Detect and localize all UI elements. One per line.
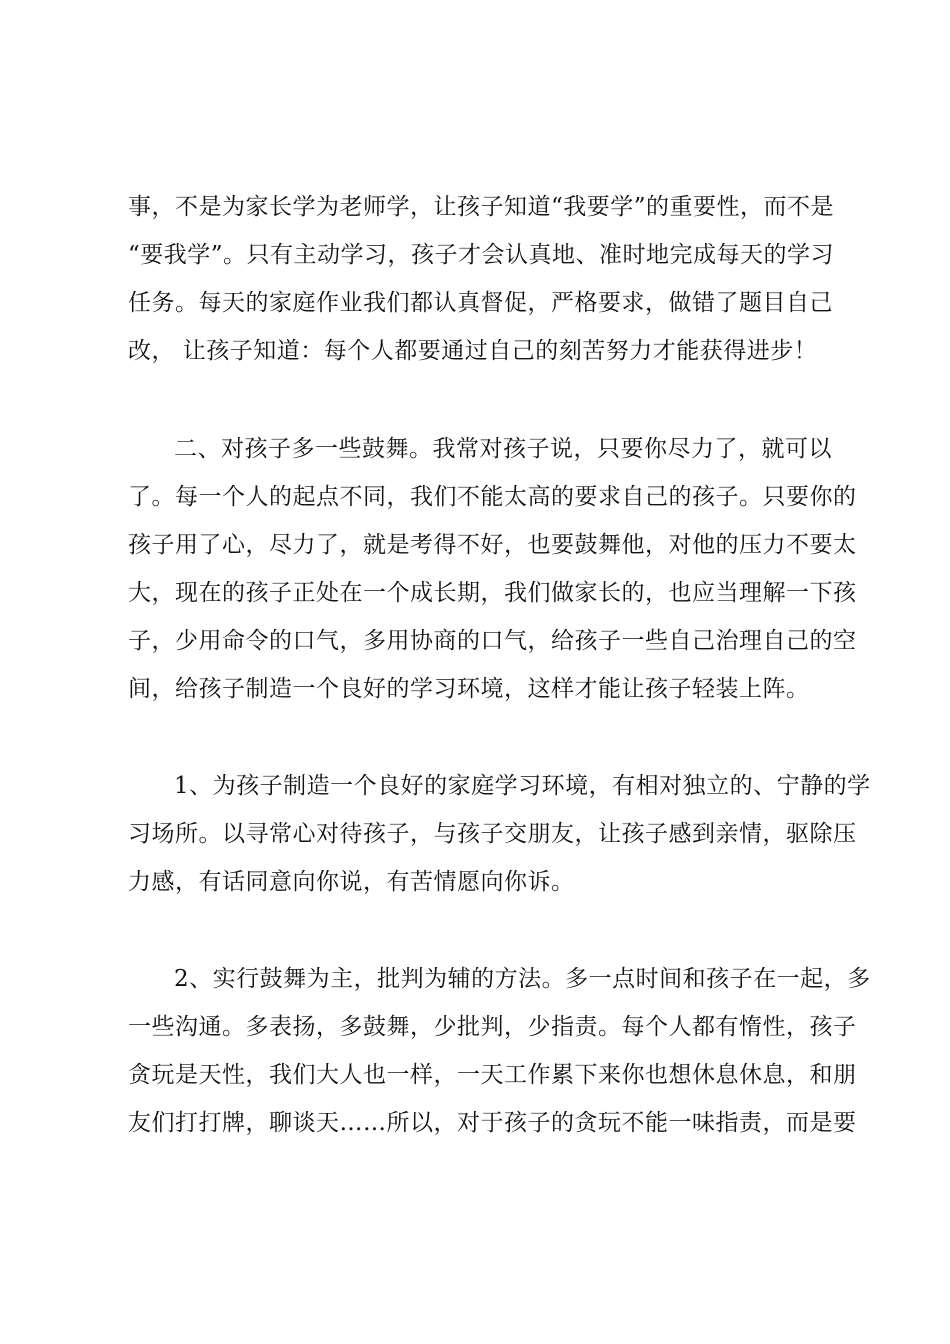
text-line: 子，少用命令的口气，多用协商的口气，给孩子一些自己治理自己的空 [128,628,857,654]
text-line: 二、对孩子多一些鼓舞。我常对孩子说，只要你尽力了，就可以 [174,436,832,462]
text-line: “要我学”。只有主动学习，孩子才会认真地、准时地完成每天的学习 [128,242,835,268]
text-line: 友们打打牌，聊谈天……所以，对于孩子的贪玩不能一味指责，而是要 [128,1110,857,1136]
text-line: 2、实行鼓舞为主，批判为辅的方法。多一点时间和孩子在一起，多 [174,966,871,992]
text-line: 习场所。以寻常心对待孩子，与孩子交朋友，让孩子感到亲情，驱除压 [128,821,857,847]
text-line: 1、为孩子制造一个良好的家庭学习环境，有相对独立的、宁静的学 [174,773,871,799]
text-line: 一些沟通。多表扬，多鼓舞，少批判，少指责。每个人都有惰性，孩子 [128,1014,857,1040]
text-line: 间，给孩子制造一个良好的学习环境，这样才能让孩子轻装上阵。 [128,676,810,702]
text-line: 力感，有话同意向你说，有苦情愿向你诉。 [128,869,575,895]
text-line: 大，现在的孩子正处在一个成长期，我们做家长的，也应当理解一下孩 [128,580,857,606]
text-line: 贪玩是天性，我们大人也一样，一天工作累下来你也想休息休息，和朋 [128,1062,857,1088]
text-line: 任务。每天的家庭作业我们都认真督促，严格要求，做错了题目自己 [128,290,833,316]
text-line: 了。每一个人的起点不同，我们不能太高的要求自己的孩子。只要你的 [128,484,857,510]
text-line: 改， 让孩子知道：每个人都要通过自己的刻苦努力才能获得进步！ [128,338,818,364]
text-line: 孩子用了心，尽力了，就是考得不好，也要鼓舞他，对他的压力不要太 [128,532,857,558]
text-line: 事，不是为家长学为老师学，让孩子知道“我要学”的重要性，而不是 [128,194,835,220]
